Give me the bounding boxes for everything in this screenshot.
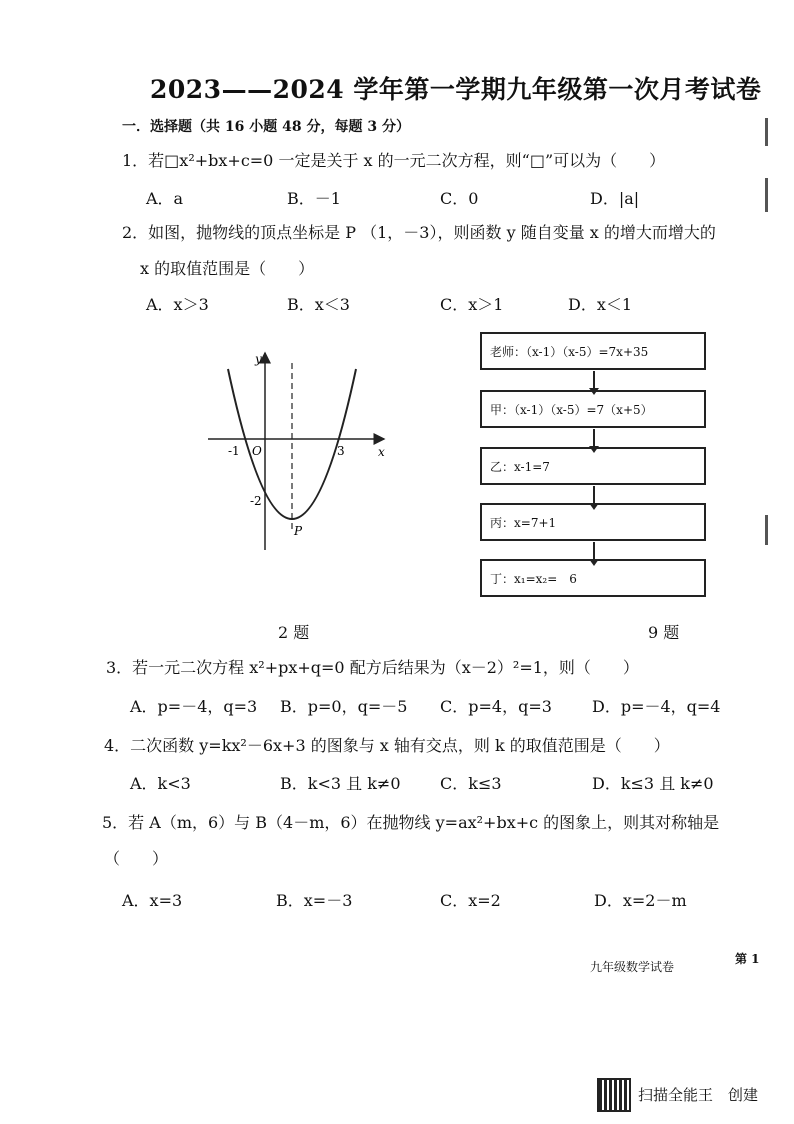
q1-option-a: A．a xyxy=(146,189,184,208)
flow-arrow xyxy=(593,429,595,447)
q5-option-a: A．x=3 xyxy=(122,891,183,910)
flow-arrow xyxy=(593,486,595,504)
q5-option-d: D．x=2－m xyxy=(594,891,687,910)
qr-code-icon xyxy=(597,1078,631,1112)
flow-arrow xyxy=(593,542,595,560)
q3-option-c: C．p=4，q=3 xyxy=(440,697,552,716)
q3-option-b: B．p=0，q=－5 xyxy=(280,697,408,716)
q3-stem: 3．若一元二次方程 x²+px+q=0 配方后结果为（x－2）²=1，则（ ） xyxy=(106,658,639,677)
figure-caption-9: 9 题 xyxy=(648,623,680,642)
flow-step-ding: 丁：x₁=x₂= 6 xyxy=(480,559,706,597)
q4-option-a: A．k<3 xyxy=(130,774,191,793)
tick-label-neg2: -2 xyxy=(250,494,262,508)
figure-caption-2: 2 题 xyxy=(278,623,310,642)
q1-stem: 1．若□x²+bx+c=0 一定是关于 x 的一元二次方程，则“□”可以为（ ） xyxy=(122,151,666,170)
page-title: 2023——2024 学年第一学期九年级第一次月考试卷 xyxy=(150,75,762,104)
q1-option-d: D．|a| xyxy=(590,189,640,208)
footer-subject: 九年级数学试卷 xyxy=(590,960,675,974)
scan-edge-mark xyxy=(765,515,768,545)
section-heading: 一．选择题（共 16 小题 48 分，每题 3 分） xyxy=(122,119,410,135)
q3-option-d: D．p=－4，q=4 xyxy=(592,697,721,716)
q2-option-c: C．x＞1 xyxy=(440,295,504,314)
q1-option-c: C．0 xyxy=(440,189,479,208)
vertex-label: P xyxy=(294,524,303,538)
tick-label-3: 3 xyxy=(337,444,345,458)
y-axis-label: y xyxy=(255,352,262,366)
q2-option-a: A．x＞3 xyxy=(146,295,209,314)
tick-label-neg1: -1 xyxy=(228,444,240,458)
scanner-watermark: 扫描全能王 创建 xyxy=(638,1086,759,1104)
flow-step-yi: 乙：x-1=7 xyxy=(480,447,706,485)
flow-step-bing: 丙：x=7+1 xyxy=(480,503,706,541)
q5-option-b: B．x=－3 xyxy=(276,891,353,910)
q4-option-d: D．k≤3 且 k≠0 xyxy=(592,774,714,793)
flow-step-jia: 甲：（x-1）（x-5）=7（x+5） xyxy=(480,390,706,428)
q2-option-b: B．x＜3 xyxy=(287,295,350,314)
q5-stem-line1: 5．若 A（m，6）与 B（4－m，6）在抛物线 y=ax²+bx+c 的图象上，则其对称轴是 xyxy=(102,813,720,832)
q5-stem-line2: （ ） xyxy=(104,849,169,868)
q5-option-c: C．x=2 xyxy=(440,891,501,910)
q2-stem-line1: 2．如图，抛物线的顶点坐标是 P （1，－3），则函数 y 随自变量 x 的增大而增大的 xyxy=(122,223,716,242)
flow-arrow xyxy=(593,371,595,389)
x-axis-label: x xyxy=(378,445,385,459)
q3-option-a: A．p=－4，q=3 xyxy=(130,697,258,716)
parabola-graph xyxy=(200,345,400,560)
scan-edge-mark xyxy=(765,118,768,146)
q1-option-b: B．－1 xyxy=(287,189,341,208)
q2-stem-line2: x 的取值范围是（ ） xyxy=(140,259,315,278)
scan-edge-mark xyxy=(765,178,768,212)
q2-option-d: D．x＜1 xyxy=(568,295,633,314)
footer-page-number: 第 1 xyxy=(735,952,760,966)
q4-option-c: C．k≤3 xyxy=(440,774,502,793)
q4-option-b: B．k<3 且 k≠0 xyxy=(280,774,401,793)
flow-step-teacher: 老师：（x-1）（x-5）=7x+35 xyxy=(480,332,706,370)
q4-stem: 4．二次函数 y=kx²－6x+3 的图象与 x 轴有交点，则 k 的取值范围是（ ） xyxy=(104,736,670,755)
origin-label: O xyxy=(252,444,262,458)
